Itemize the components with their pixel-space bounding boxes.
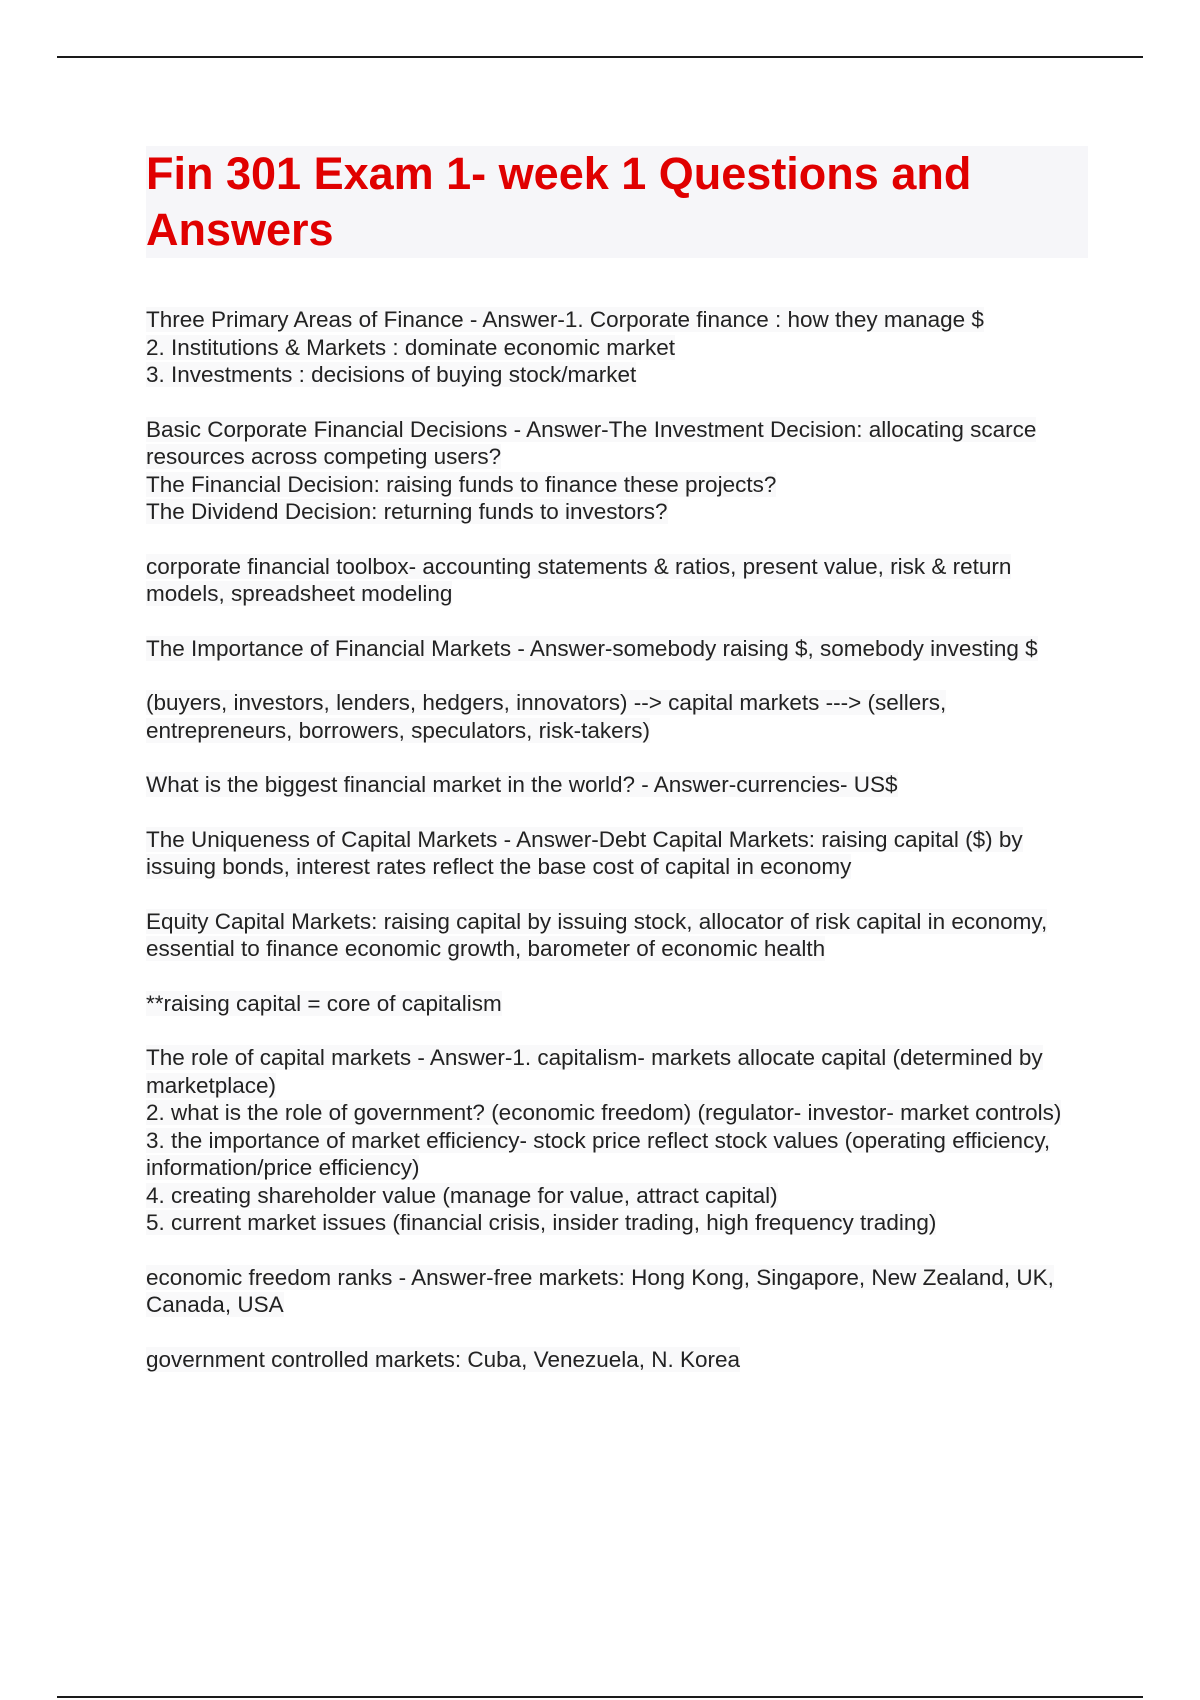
title-block (146, 146, 1088, 258)
qa-line (146, 1044, 1088, 1099)
qa-line-text: economic freedom ranks - Answer-free markets: Hong Kong, Singapore, New Zealand, UK, Canada, USA (146, 1264, 1054, 1317)
qa-line-text: Basic Corporate Financial Decisions - Answer-The Investment Decision: allocating scarce resources across competing users? (146, 416, 1037, 469)
qa-entries (146, 306, 1088, 1373)
qa-line (146, 826, 1088, 881)
qa-line-text: government controlled markets: Cuba, Venezuela, N. Korea (146, 1346, 741, 1372)
qa-entry (146, 1346, 1088, 1374)
qa-line-text: **raising capital = core of capitalism (146, 990, 502, 1016)
qa-entry (146, 635, 1088, 663)
qa-line (146, 1346, 1088, 1374)
qa-line-text: Equity Capital Markets: raising capital by issuing stock, allocator of risk capital in economy, essential to finance economic growth, barometer of economic health (146, 908, 1048, 961)
qa-line (146, 416, 1088, 471)
qa-line-text: 5. current market issues (financial crisis, insider trading, high frequency trading) (146, 1210, 937, 1235)
qa-line-text: 3. Investments : decisions of buying stock/market (146, 362, 637, 387)
qa-entry (146, 826, 1088, 881)
qa-line (146, 689, 1088, 744)
bottom-rule (57, 1696, 1143, 1698)
qa-line (146, 1099, 1088, 1127)
qa-entry (146, 1264, 1088, 1319)
qa-line-text: 3. the importance of market efficiency- stock price reflect stock values (operating efficiency, information/price efficiency) (146, 1127, 1051, 1180)
qa-entry (146, 553, 1088, 608)
qa-entry (146, 306, 1088, 389)
qa-line-text: 4. creating shareholder value (manage for value, attract capital) (146, 1182, 778, 1208)
qa-line (146, 471, 1088, 499)
qa-line-text: The Importance of Financial Markets - Answer-somebody raising $, somebody investing $ (146, 635, 1038, 661)
qa-line-text: 2. what is the role of government? (economic freedom) (regulator- investor- market controls) (146, 1100, 1062, 1125)
qa-line (146, 306, 1088, 334)
qa-line-text: What is the biggest financial market in the world? - Answer-currencies- US$ (146, 772, 898, 797)
qa-entry (146, 771, 1088, 799)
qa-entry (146, 416, 1088, 526)
qa-line (146, 361, 1088, 389)
qa-line (146, 990, 1088, 1018)
qa-line-text: Three Primary Areas of Finance - Answer-1. Corporate finance : how they manage $ (146, 307, 984, 332)
document-title: Fin 301 Exam 1- week 1 Questions and Answers (146, 148, 972, 255)
document-body (146, 146, 1088, 1400)
qa-entry (146, 1044, 1088, 1237)
qa-line (146, 1182, 1088, 1210)
qa-entry (146, 908, 1088, 963)
qa-line-text: 2. Institutions & Markets : dominate economic market (146, 334, 675, 360)
qa-line (146, 498, 1088, 526)
qa-line-text: The Uniqueness of Capital Markets - Answer-Debt Capital Markets: raising capital ($) by issuing bonds, interest rates reflect the base cost of capital in economy (146, 826, 1023, 879)
qa-line-text: (buyers, investors, lenders, hedgers, innovators) --> capital markets ---> (sellers, entrepreneurs, borrowers, speculators, risk-takers) (146, 690, 947, 743)
qa-line-text: The Financial Decision: raising funds to finance these projects? (146, 471, 777, 497)
qa-line (146, 1127, 1088, 1182)
qa-entry (146, 689, 1088, 744)
qa-line-text: The role of capital markets - Answer-1. capitalism- markets allocate capital (determined by marketplace) (146, 1045, 1043, 1098)
qa-line (146, 771, 1088, 799)
qa-line (146, 1209, 1088, 1237)
qa-line (146, 1264, 1088, 1319)
qa-line-text: The Dividend Decision: returning funds to investors? (146, 499, 668, 524)
qa-line (146, 908, 1088, 963)
top-rule (57, 56, 1143, 58)
qa-line (146, 553, 1088, 608)
qa-line (146, 334, 1088, 362)
qa-line-text: corporate financial toolbox- accounting statements & ratios, present value, risk & return models, spreadsheet modeling (146, 553, 1012, 606)
qa-line (146, 635, 1088, 663)
qa-entry (146, 990, 1088, 1018)
